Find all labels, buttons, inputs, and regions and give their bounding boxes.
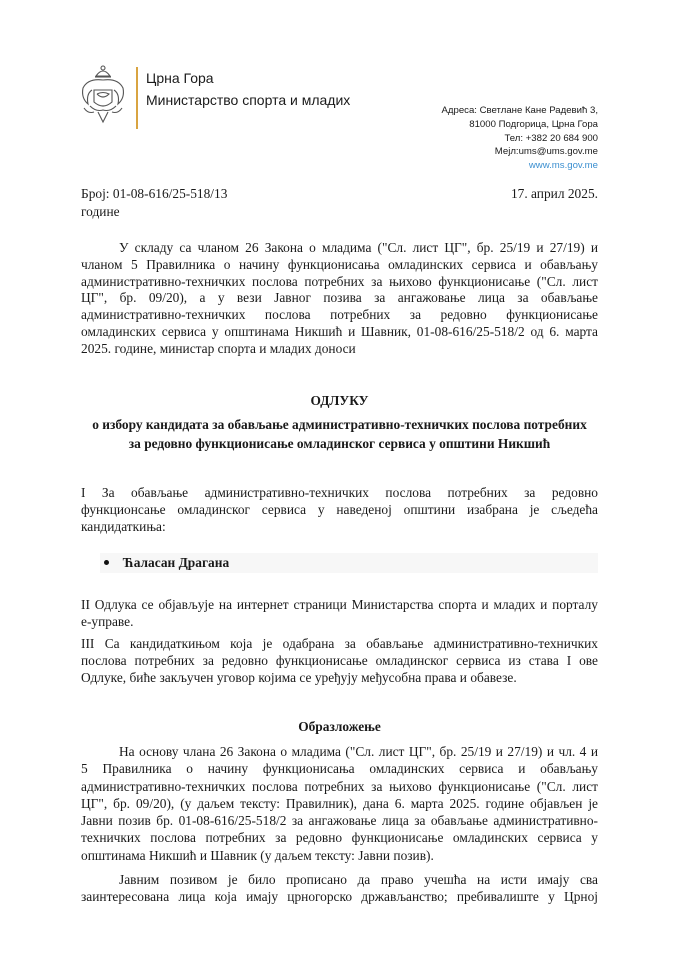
document-number: Број: 01-08-616/25-518/13 [81,186,228,201]
decision-subtitle [81,415,598,453]
address-line: Адреса: Светлане Кане Радевић 3, [441,105,598,116]
text-line: административно-техничких послова потребних за редовно функционисање [81,307,598,323]
text-line: I За обављање административно-техничких послова потребних за редовно [81,485,598,500]
text-line: 2025. године, министар спорта и младих доноси [81,340,356,356]
text-line: кандидаткиња: [81,518,166,534]
text-line: ЦГ", бр. 09/20), (у даљем тексту: Правилник), дана 6. марта 2025. године објављен је [81,795,598,811]
text-line: заинтересована лица која имају црногорско држављанство; пребивалиште у Црној [81,889,598,905]
document-number-cont: године [81,204,120,219]
text-line: II Одлука се објављује на интернет страници Министарства спорта и младих и порталу [81,597,598,612]
text-line: административно-техничких послова потребних за њихово функционисање ("Сл. лист [81,273,598,289]
country-name: Црна Гора [146,70,214,86]
section-1 [81,485,598,535]
reasoning-paragraph-2 [81,871,598,906]
bullet-icon [104,560,109,565]
coat-of-arms-logo [78,64,128,126]
text-line: административно-техничких послова потребних за њихово функционисање ("Сл. лист [81,778,598,794]
email: Мејл:ums@ums.gov.me [494,146,598,158]
intro-paragraph [81,240,598,358]
address-block [441,104,598,173]
text-line: На основу члана 26 Закона о младима ("Сл. лист ЦГ", бр. 25/19 и 27/19) и чл. 4 и [119,744,598,759]
candidate-list-item [100,553,598,573]
text-line: општинама Никшић и Шавник (у даљем тексту: Јавни позив). [81,847,434,863]
text-line: Јавним позивом је било прописано да право учешћа на исти имају сва [119,872,598,887]
text-line: Јавни позив бр. 01-08-616/25-518/2 за ангажовање лица за обављање административно- [81,813,598,829]
text-line: ЦГ", бр. 09/20), а у вези Јавног позива за ангажовање лица за обављање [81,290,598,306]
decision-title: ОДЛУКУ [310,393,369,408]
text-line: Одлуке, биће закључен уговор којима се уређују међусобна права и обавезе. [81,669,517,685]
text-line: функционсање омладинског сервиса у наведеној општини изабрана је сљедећа [81,501,598,517]
text-line: III Са кандидаткињом која је одабрана за обављање административно-техничких [81,636,598,651]
website-link[interactable]: www.ms.gov.me [528,160,598,172]
phone: Тел: +382 20 684 900 [504,132,598,144]
section-3 [81,636,598,686]
ministry-name: Министарство спорта и младих [146,92,351,108]
text-line: У складу са чланом 26 Закона о младима ("Сл. лист ЦГ", бр. 25/19 и 27/19) и [119,240,598,255]
section-2 [81,597,598,631]
text-line: техничких послова потребних за редовно функционисање омладинских сервиса у [81,830,598,846]
document-date: 17. април 2025. [510,186,598,201]
text-line: 5 Правилника о начину функционисања омладинских сервиса и обављању [81,761,598,777]
reasoning-paragraph-1 [81,743,598,864]
candidate-name: Ћаласан Драгана [123,555,230,570]
subtitle-line: о избору кандидата за обављање административно-техничких послова потребних [92,417,587,432]
subtitle-line: за редовно функционисање омладинског сервиса у општини Никшић [128,436,551,451]
text-line: послова потребних за редовно функционисање омладинског сервиса из става I ове [81,652,598,668]
text-line: е-управе. [81,613,134,629]
address-line: 81000 Подгорица, Црна Гора [469,118,598,130]
header-divider [136,67,138,129]
reasoning-title: Образложење [298,719,381,734]
text-line: чланом 5 Правилника о начину функционисања омладинских сервиса и обављању [81,256,598,272]
text-line: омладинских сервиса у општинама Никшић и Шавник, 01-08-616/25-518/2 од 6. марта [81,323,598,339]
